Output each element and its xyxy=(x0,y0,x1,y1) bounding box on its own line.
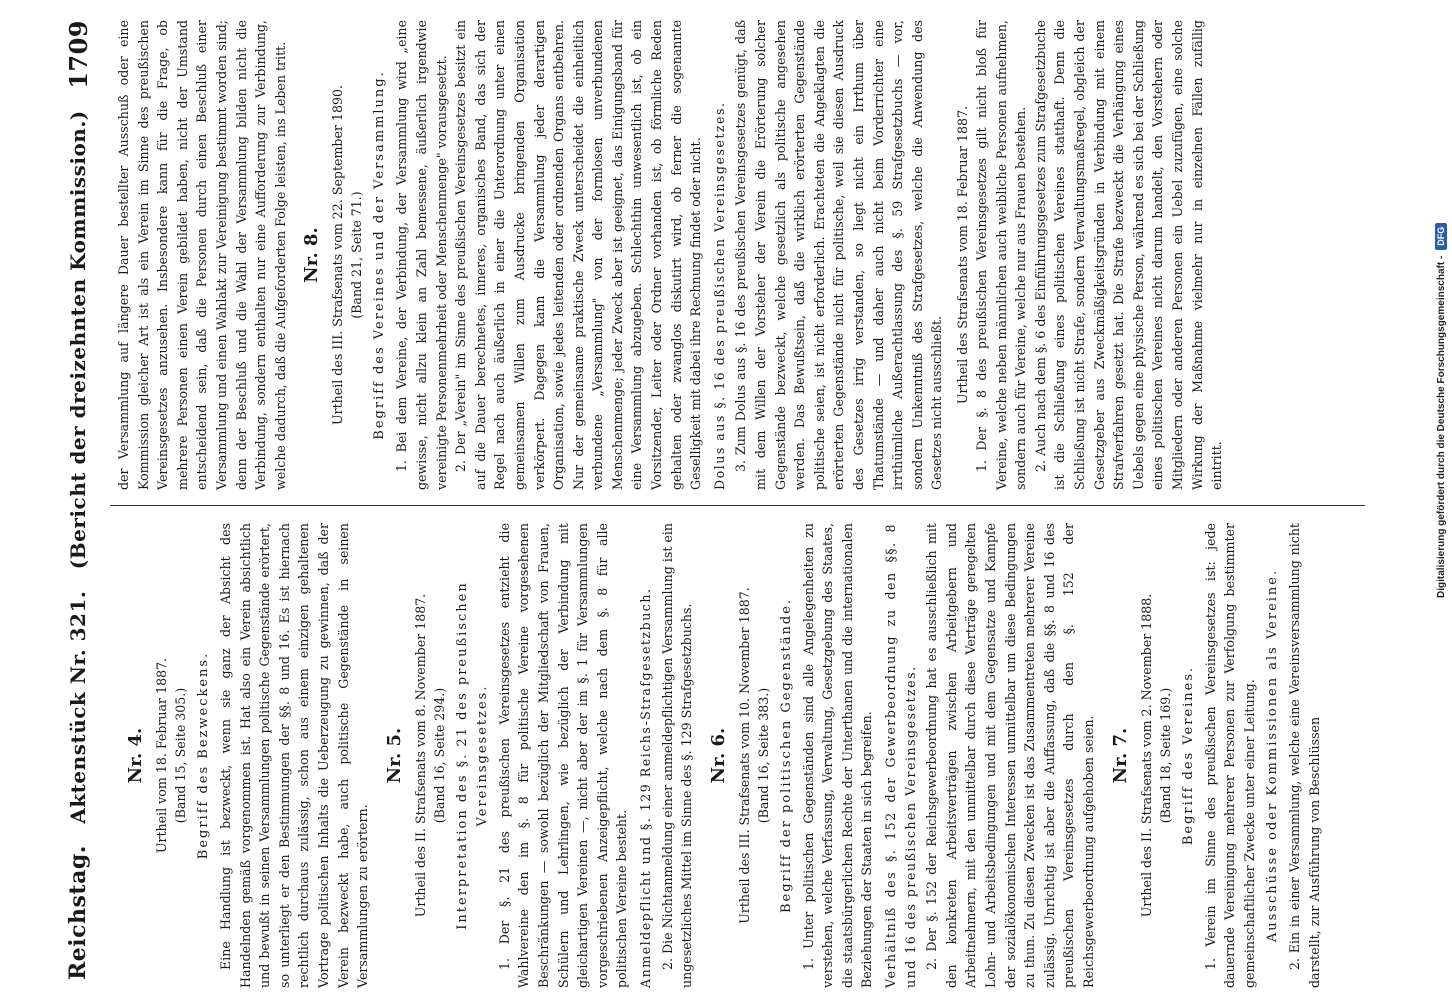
section-nr7-title: Nr. 7. xyxy=(1109,727,1131,784)
nr6-heading: Begriff der politischen Gegenstände. xyxy=(778,597,794,914)
document-page xyxy=(50,0,1380,1000)
header-reichstag: Reichstag. xyxy=(65,845,91,980)
section-nr8-title: Nr. 8. xyxy=(301,227,323,283)
nr7-heading: Begriff des Vereines. xyxy=(1180,665,1196,846)
nr5-source: (Band 16, Seite 294.) xyxy=(431,687,447,824)
nr7-body2: 2. Ein in einer Versammlung, welche eine Vereinsversammlung nicht darstellt, zur Ausführung von Beschlüssen xyxy=(1287,523,1322,988)
nr4-heading: Begriff des Bezweckens. xyxy=(196,651,211,860)
nr6-body1: 1. Unter politischen Gegenständen sind alle Angelegenheiten zu verstehen, welche Verfassung, Verwaltung, Gesetzgebung des Staates, die staatsbürgerlichen Rechte der Unterthanen und die internationalen Beziehungen der Staaten in sich begreifen. xyxy=(800,523,875,988)
nr6-heading2: Verhältniß des §. 152 der Gewerbeordnung zu den §§. 8 und 16 des preußischen Vereinsgesetzes. xyxy=(883,523,918,988)
nr7-subtitle: Urtheil des II. Strafsenats vom 2. November 1888. xyxy=(1138,593,1154,918)
digitization-credit: Digitalisierung gefördert durch die Deutsche Forschungsgemeinschaft - xyxy=(1435,255,1447,598)
continuation-text: der Versammlung auf längere Dauer bestellter Ausschuß oder eine Kommission gleicher Art ist als ein Verein im Sinne des preußischen Vereinsgesetzes anzusehen. Insbesondere kann für die Frage, ob mehrere Personen einen Verein gebildet haben, nicht der Umstand entscheidend sein, daß die Personen durch einen Beschluß einer Versammlung und einen Wahlakt zur Vereinigung bestimmt worden sind; denn der Beschluß und die Wahl der Versammlung bilden nicht die Verbindung, sondern enthalten nur eine Aufforderung zur Verbindung, welche dadurch, daß die Aufgeforderten Folge leisten, ins Leben tritt. xyxy=(116,20,288,490)
nr5-body2: 2. Die Nichtanmeldung einer anmeldepflichtigen Versammlung ist ein ungesetzliches Mittel im Sinne des §. 129 Strafgesetzbuchs. xyxy=(659,523,695,988)
nr7-heading2: Ausschüsse oder Kommissionen als Vereine. xyxy=(1265,568,1281,943)
nr8-subtitle: Urtheil des III. Strafsenats vom 22. September 1890. xyxy=(330,84,346,426)
nr9-subtitle: Urtheil des Strafsenats vom 18. Februar 1887. xyxy=(954,105,970,405)
page-number: 1709 xyxy=(63,20,93,89)
column-divider xyxy=(110,505,1365,506)
nr7-body1: 1. Verein im Sinne des preußischen Vereinsgesetzes ist: jede dauernde Vereinigung mehrerer Personen zur Verfolgung bestimmter gemeinschaftlicher Zwecke unter einer Leitung. xyxy=(1202,523,1257,988)
header-bericht: (Bericht der dreizehnten Kommission.) xyxy=(66,110,90,570)
right-column xyxy=(114,20,1364,490)
nr6-subtitle: Urtheil des III. Strafsenats vom 10. November 1887. xyxy=(736,587,752,924)
nr8-heading2: Dolus aus §. 16 des preußischen Vereinsgesetzes. xyxy=(711,101,727,490)
nr9-body2: 2. Auch nach dem §. 6 des Einführungsgesetzes zum Strafgesetzbuche ist die Schließung eines politischen Vereines statthaft. Denn die Schließung ist nicht Strafe, sondern Verwaltungsmaßregel, obgleich der Gesetzgeber aus Zweckmäßigkeitsgründen in Verbindung mit einem Strafverfahren gesetzt hat. Die Strafe bezweckt die Verhängung eines Uebels gegen eine physische Person, während es sich bei der Schließung eines politischen Vereines nicht darum handelt, den Vorstehern oder Mitgliedern oder anderen Personen ein Uebel zuzufügen, eine solche Wirkung der Maßnahme vielmehr nur in einzelnen Fällen zufällig eintritt. xyxy=(1032,20,1225,490)
nr6-source: (Band 16, Seite 383.) xyxy=(755,687,771,824)
nr5-body1: 1. Der §. 21 des preußischen Vereinsgesetzes entzieht die Wahlvereine den im §. 8 für politische Vereine vorgesehenen Beschränkungen — sowohl bezüglich der Mitgliedschaft von Frauen, Schülern und Lehrlingen, wie bezüglich der Verbindung mit gleichartigen Vereinen —, nicht aber der im §. 1 für Versammlungen vorgeschriebenen Anzeigepflicht, welche nach dem §. 8 für alle politischen Vereine besteht. xyxy=(496,523,630,988)
nr5-heading: Interpretation des §. 21 des preußischen Vereinsgesetzes. xyxy=(454,581,490,930)
digitization-strip xyxy=(1408,0,1447,1000)
nr6-body2: 2. Der §. 152 der Reichsgewerbeordnung hat es ausschließlich mit den konkreten Arbeitsverträgen zwischen Arbeitgebern und Arbeitnehmern, mit den unmittelbar durch diese Verträge geregelten Lohn- und Arbeitsbedingungen und mit dem Gegensatze und Kampfe der sozialökonomischen Interessen unmittelbar um diese Bedingungen zu thun. Zu diesen Zwecken ist das Zusammentreten mehrerer Vereine zulässig. Unrichtig ist aber die Auffassung, daß die §§. 8 und 16 des preußischen Vereinsgesetzes durch den §. 152 der Reichsgewerbeordnung aufgehoben seien. xyxy=(924,523,1096,988)
nr8-heading: Begriff des Vereines und der Versammlung. xyxy=(372,70,388,440)
section-nr4-title: Nr. 4. xyxy=(125,727,146,784)
section-nr5-title: Nr. 5. xyxy=(383,727,405,784)
nr5-heading2: Anmeldepflicht und §. 129 Reichs-Strafgesetzbuch. xyxy=(637,587,653,988)
nr7-source: (Band 18, Seite 169.) xyxy=(1157,687,1173,824)
page-header xyxy=(56,20,100,980)
nr4-subtitle: Urtheil vom 18. Februar 1887. xyxy=(154,657,169,854)
dfg-logo: DFG xyxy=(1435,223,1447,250)
nr5-subtitle: Urtheil des II. Strafsenats vom 8. November 1887. xyxy=(412,593,428,918)
header-aktenstueck: Aktenstück Nr. 321. xyxy=(66,590,90,824)
left-column xyxy=(114,523,1364,988)
nr8-body3: 3. Zum Dolus aus §. 16 des preußischen Vereinsgesetzes genügt, daß mit dem Willen der Vorsteher der Verein die Erörterung solcher Gegenstände bezweckt, welche gesetzlich als politische angesehen werden. Das Bewußtsein, daß die wirklich erörterten Gegenstände politische seien, ist nicht erforderlich. Erachteten die Angeklagten die erörterten Gegenstände nicht für politische, weil sie diesen Ausdruck des Gesetzes irrig verstanden, so liegt nicht ein Irrthum über Thatumstände — und daher auch nicht beim Vorderrichter eine irrthümliche Außerachtlassung des §. 59 Strafgesetzbuchs — vor, sondern Unkenntniß des Strafgesetzes, welche die Anwendung des Gesetzes nicht ausschließt. xyxy=(733,20,945,490)
nr9-body1: 1. Der §. 8 des preußischen Vereinsgesetzes gilt nicht bloß für Vereine, welche neben männlichen auch weibliche Personen aufnehmen, sondern auch für Vereine, welche nur aus Frauen bestehen. xyxy=(973,20,1029,490)
nr8-body1: 1. Bei dem Vereine, der Verbindung, der Versammlung wird „eine gewisse, nicht allzu klein an Zahl bemessene, äußerlich irgendwie vereinigte Personenmehrheit oder Menschenmenge" vorausgesetzt. xyxy=(394,20,449,490)
section-nr6-title: Nr. 6. xyxy=(707,727,729,784)
nr8-source: (Band 21, Seite 71.) xyxy=(349,191,365,319)
nr8-body2: 2. Der „Verein" im Sinne des preußischen Vereinsgesetzes besitzt ein auf die Dauer berechnetes, inneres, organisches Band, das sich der Regel nach auch äußerlich in einer die Unterordnung unter einen gemeinsamen Willen zum Ausdrucke bringenden Organisation verkörpert. Dagegen kann die Versammlung jeder derartigen Organisation, sowie jedes leitenden oder ordnenden Organs entbehren. Nur der gemeinsame praktische Zweck unterscheidet die einheitlich verbundene „Versammlung" von der formlosen unverbundenen Menschenmenge; jeder Zweck aber ist geeignet, das Einigungsband für eine Versammlung abzugeben. Schlechthin unwesentlich ist, ob ein Vorsitzender, Leiter oder Ordner vorhanden ist, ob förmliche Reden gehalten oder zwanglos diskutirt wird, ob ferner die sogenannte Geselligkeit mit dabei ihre Rechnung findet oder nicht. xyxy=(453,20,704,490)
nr4-body: Eine Handlung ist bezweckt, wenn sie ganz der Absicht des Handelnden gemäß vorgenommen ist. Hat also ein Verein absichtlich und bewußt in seinen Versammlungen politische Gegenstände erörtert, so unterliegt er den Bestimmungen der §§. 8 und 16. Es ist hiernach rechtlich durchaus zulässig, schon aus einem einzigen gehaltenen Vortrage politischen Inhalts die Ueberzeugung zu gewinnen, daß der Verein bezweckt habe, auch politische Gegenstände in seinen Versammlungen zu erörtern. xyxy=(218,523,371,988)
nr4-source: (Band 15, Seite 305.) xyxy=(173,687,188,824)
